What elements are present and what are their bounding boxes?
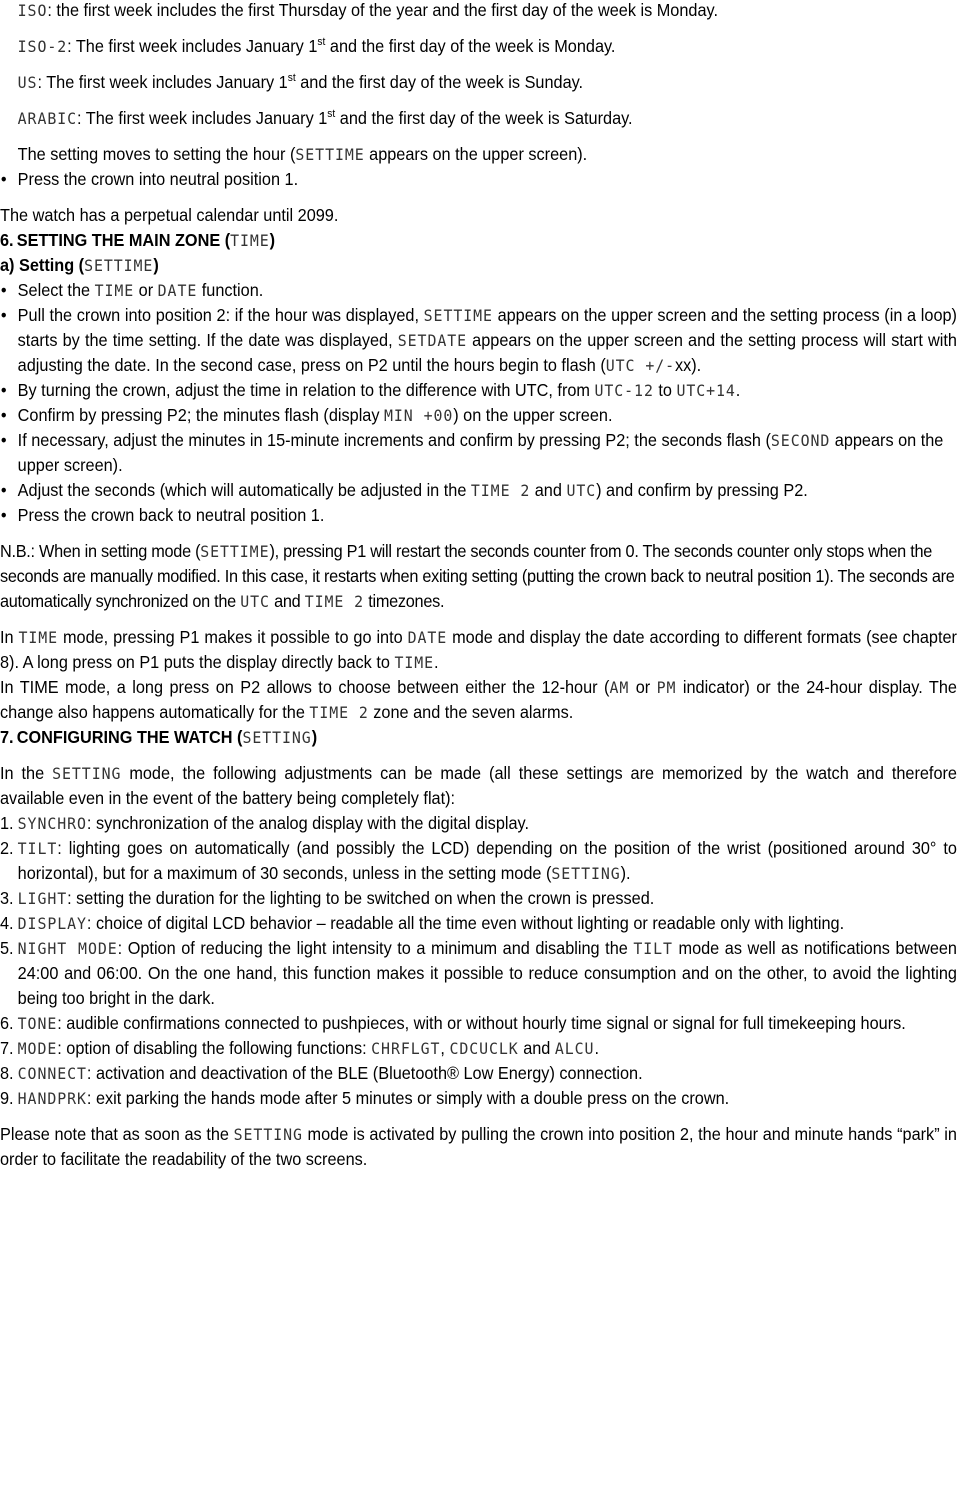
lcd-code: TONE (17, 1014, 58, 1033)
nb-note: N.B.: When in setting mode (SETTIME), pressing P1 will restart the seconds counter from 0. The seconds counter only stops when the seconds are manually modified. In this case, it restarts when exiting setting (putting the crown back to neutral position 1). The seconds are automatically synchronized on the UTC and TIME 2 timezones. (0, 541, 955, 611)
setting-item-connect: 8. CONNECT: activation and deactivation of the BLE (Bluetooth® Low Energy) connection. (0, 1063, 643, 1083)
lcd-code: PM (656, 678, 677, 697)
lcd-code: SETTING (242, 728, 312, 747)
lcd-code: ISO (17, 1, 48, 20)
week-option-iso-2: ISO-2: The first week includes January 1st and the first day of the week is Monday. (17, 36, 616, 56)
bullet-confirm-minutes: • Confirm by pressing P2; the minutes flash (display MIN +00) on the upper screen. (0, 403, 957, 428)
lcd-code: CONNECT (17, 1064, 87, 1083)
lcd-code: HANDPRK (17, 1089, 87, 1108)
lcd-code: SETDATE (397, 331, 468, 350)
week-option-arabic: ARABIC: The first week includes January 1st and the first day of the week is Saturday. (17, 108, 633, 128)
bullet-select-function: • Select the TIME or DATE function. (0, 278, 957, 303)
closing-paragraph: Please note that as soon as the SETTING mode is activated by pulling the crown into position 2, the hour and minute hands “park” in order to facilitate the readability of the two screens. (0, 1124, 957, 1169)
bullet-adjust-minutes: • If necessary, adjust the minutes in 15-minute increments and confirm by pressing P2; the seconds flash (SECOND appears on the upper screen). (0, 428, 957, 478)
lcd-code: TIME (94, 281, 135, 300)
lcd-code: SETTIME (423, 306, 493, 325)
lcd-code: TIME (230, 231, 270, 250)
lcd-code: UTC +/- (605, 356, 675, 375)
lcd-code: DATE (407, 628, 448, 647)
bullet-turn-crown: • By turning the crown, adjust the time in relation to the difference with UTC, from UTC-12 to UTC+14. (0, 378, 957, 403)
lcd-code: SETTING (233, 1125, 303, 1144)
section-6a-heading: a) Setting (SETTIME) (0, 255, 159, 275)
lcd-code: CHRFLGT (371, 1039, 441, 1058)
time-mode-p2-paragraph: In TIME mode, a long press on P2 allows to choose between either the 12-hour (AM or PM indicator) or the 24-hour display. The change also happens automatically for the TIME 2 zone and the seven alarms. (0, 677, 957, 722)
lcd-code: DATE (157, 281, 198, 300)
lcd-code: CDCUCLK (449, 1039, 519, 1058)
lcd-code: SETTIME (295, 145, 365, 164)
lcd-code: TIME 2 (470, 481, 531, 500)
lcd-code: UTC+14 (676, 381, 736, 400)
lcd-code: SECOND (770, 431, 831, 450)
setting-item-night-mode: 5. NIGHT MODE: Option of reducing the light intensity to a minimum and disabling the TILT mode as well as notifications between 24:00 and 06:00. On the one hand, this function makes it possible to reduce consumption and on the other, to avoid the lighting being too bright in the dark. (0, 938, 957, 1008)
week-option-us: US: The first week includes January 1st and the first day of the week is Sunday. (17, 72, 584, 92)
lcd-code: TILT (633, 939, 673, 958)
lcd-code: DISPLAY (17, 914, 87, 933)
lcd-code: AM (609, 678, 630, 697)
lcd-code: UTC-12 (594, 381, 654, 400)
section-7-heading: 7. CONFIGURING THE WATCH (SETTING) (0, 727, 318, 747)
setting-item-tone: 6. TONE: audible confirmations connected to pushpieces, with or without hourly time signal or signal for full timekeeping hours. (0, 1013, 906, 1033)
setting-item-light: 3. LIGHT: setting the duration for the lighting to be switched on when the crown is pressed. (0, 888, 655, 908)
lcd-code: NIGHT MODE (17, 939, 118, 958)
lcd-code: ALCU (554, 1039, 595, 1058)
lcd-code: SETTIME (84, 256, 154, 275)
week-option-iso: ISO: the first week includes the first Thursday of the year and the first day of the week is Monday. (17, 0, 718, 20)
lcd-code: SETTING (551, 864, 621, 883)
bullet-pull-crown: • Pull the crown into position 2: if the hour was displayed, SETTIME appears on the upper screen and the setting process (in a loop) starts by the time setting. If the date was displayed, SETDATE appears on the upper screen and the setting process will start with adjusting the date. In the second case, press on P2 until the hours begin to flash (UTC +/-xx). (0, 303, 957, 378)
section-7-intro: In the SETTING mode, the following adjustments can be made (all these settings are memorized by the watch and therefore available even in the event of the battery being completely flat): (0, 763, 957, 808)
lcd-code: US (17, 73, 38, 92)
lcd-code: SYNCHRO (17, 814, 87, 833)
setting-item-synchro: 1. SYNCHRO: synchronization of the analog display with the digital display. (0, 813, 529, 833)
time-mode-p1-paragraph: In TIME mode, pressing P1 makes it possible to go into DATE mode and display the date according to different formats (see chapter 8). A long press on P1 puts the display directly back to TIME. (0, 627, 957, 672)
lcd-code: MODE (17, 1039, 58, 1058)
lcd-code: SETTIME (200, 542, 270, 561)
lcd-code: TIME 2 (304, 592, 365, 611)
lcd-code: TIME 2 (309, 703, 369, 722)
lcd-code: ARABIC (17, 109, 78, 128)
lcd-code: TIME (18, 628, 59, 647)
bullet-press-neutral: • Press the crown into neutral position 1. (0, 167, 957, 192)
setting-item-display: 4. DISPLAY: choice of digital LCD behavior – readable all the time even without lighting or readable only with lighting. (0, 913, 845, 933)
section-6-heading: 6. SETTING THE MAIN ZONE (TIME) (0, 230, 276, 250)
lcd-code: LIGHT (17, 889, 68, 908)
lcd-code: TILT (17, 839, 58, 858)
lcd-code: TIME (394, 653, 435, 672)
lcd-code: UTC (566, 481, 597, 500)
bullet-crown-back: • Press the crown back to neutral position 1. (0, 503, 957, 528)
moves-to-hour-line: The setting moves to setting the hour (SETTIME appears on the upper screen). (17, 144, 588, 164)
lcd-code: ISO-2 (17, 37, 68, 56)
setting-item-tilt: 2. TILT: lighting goes on automatically (and possibly the LCD) depending on the position of the wrist (positioned around 30° to horizontal), but for a maximum of 30 seconds, unless in the setting mode (SETTING). (0, 838, 957, 883)
perpetual-calendar-note: The watch has a perpetual calendar until 2099. (0, 205, 339, 225)
lcd-code: SETTING (52, 764, 122, 783)
lcd-code: MIN +00 (384, 406, 454, 425)
setting-item-mode: 7. MODE: option of disabling the following functions: CHRFLGT, CDCUCLK and ALCU. (0, 1038, 599, 1058)
bullet-adjust-seconds: • Adjust the seconds (which will automatically be adjusted in the TIME 2 and UTC) and confirm by pressing P2. (0, 478, 957, 503)
setting-item-handprk: 9. HANDPRK: exit parking the hands mode after 5 minutes or simply with a double press on the crown. (0, 1088, 730, 1108)
lcd-code: UTC (240, 592, 270, 611)
